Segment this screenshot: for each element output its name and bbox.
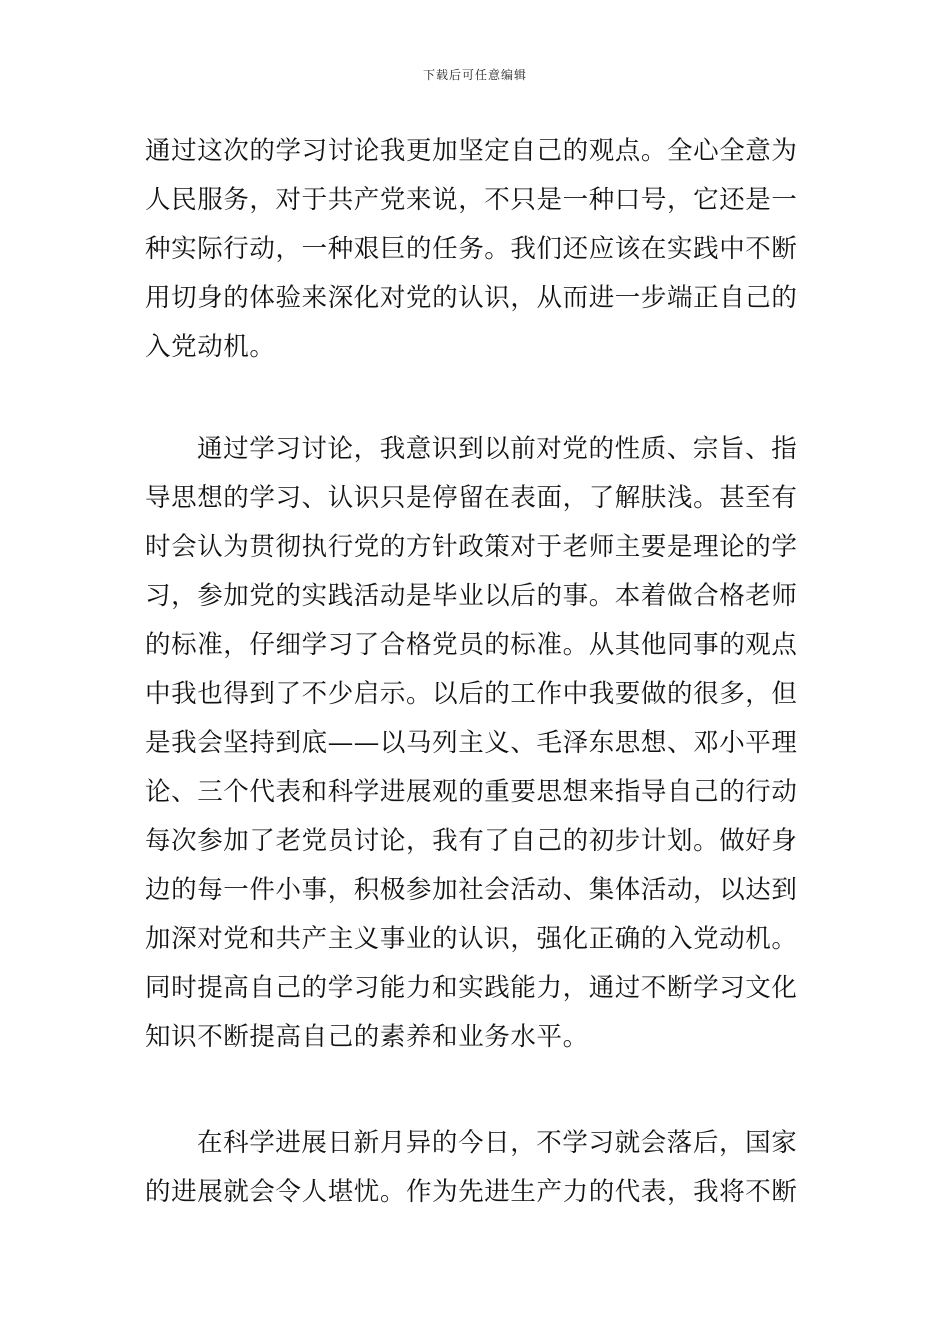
paragraph-line: 在科学进展日新月异的今日，不学习就会落后，国家 [197,1128,798,1158]
header-note: 下载后可任意编辑 [422,68,527,82]
paragraph-line: 习，参加党的实践活动是毕业以后的事。本着做合格老师 [145,581,798,611]
paragraph-line: 通过这次的学习讨论我更加坚定自己的观点。全心全意为 [145,136,798,166]
paragraph-3 [145,1119,805,1217]
paragraph-line: 的进展就会令人堪忧。作为先进生产力的代表，我将不断 [145,1177,798,1207]
paragraph-line: 是我会坚持到底——以马列主义、毛泽东思想、邓小平理 [145,728,798,758]
paragraph-line: 每次参加了老党员讨论，我有了自己的初步计划。做好身 [145,826,798,856]
paragraph-line: 的标准，仔细学习了合格党员的标准。从其他同事的观点 [145,630,798,660]
paragraph-line: 加深对党和共产主义事业的认识，强化正确的入党动机。 [145,924,798,954]
paragraph-line: 边的每一件小事，积极参加社会活动、集体活动，以达到 [145,875,798,905]
paragraph-line: 时会认为贯彻执行党的方针政策对于老师主要是理论的学 [145,532,798,562]
paragraph-2 [145,425,805,1062]
paragraph-line: 种实际行动，一种艰巨的任务。我们还应该在实践中不断 [145,234,798,264]
paragraph-line: 导思想的学习、认识只是停留在表面，了解肤浅。甚至有 [145,483,798,513]
paragraph-line: 同时提高自己的学习能力和实践能力，通过不断学习文化 [145,973,798,1003]
paragraph-1 [145,127,805,372]
paragraph-line: 通过学习讨论，我意识到以前对党的性质、宗旨、指 [197,434,798,464]
paragraph-line: 人民服务，对于共产党来说，不只是一种口号，它还是一 [145,185,798,215]
paragraph-line: 论、三个代表和科学进展观的重要思想来指导自己的行动 [145,777,798,807]
paragraph-line: 入党动机。 [145,332,276,362]
paragraph-line: 知识不断提高自己的素养和业务水平。 [145,1022,589,1052]
paragraph-line: 用切身的体验来深化对党的认识，从而进一步端正自己的 [145,283,798,313]
paragraph-line: 中我也得到了不少启示。以后的工作中我要做的很多，但 [145,679,798,709]
